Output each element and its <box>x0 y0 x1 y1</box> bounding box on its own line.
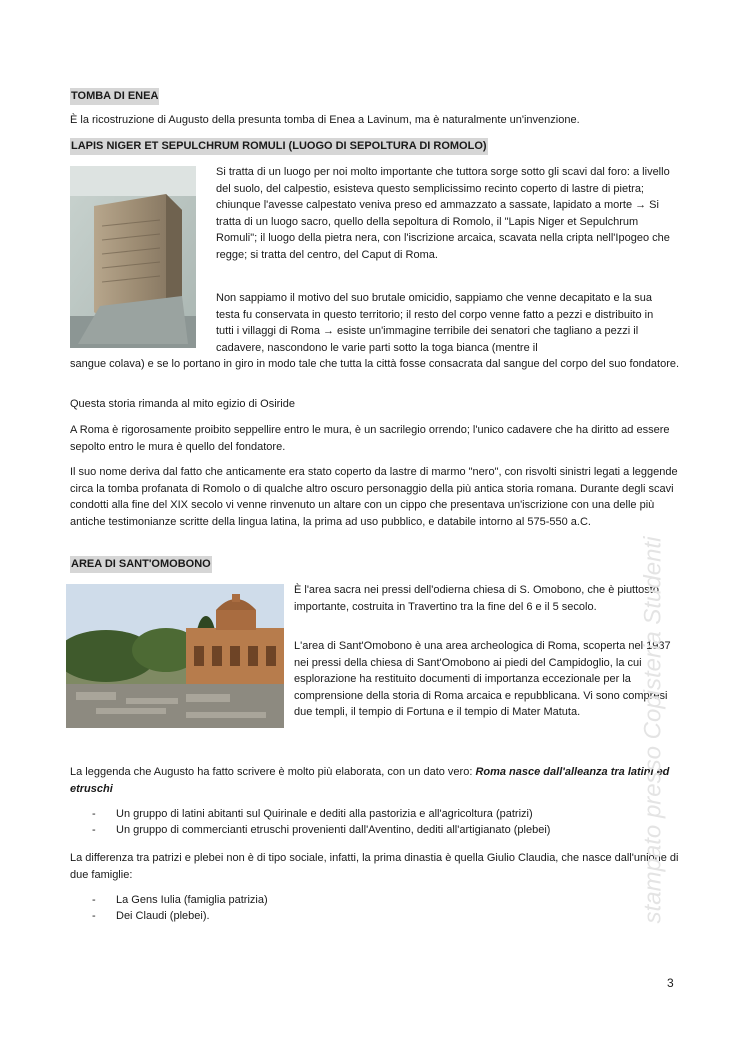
area-sant-omobono-photo <box>66 584 284 728</box>
paragraph-area-2: L'area di Sant'Omobono è una area archeologica di Roma, scoperta nel 1937 nei pressi della chiesa di Sant'Omobono ai piedi del Campidoglio, la cui esplorazione ha restituito documenti di importanza eccezionale per la comprensione della storia di Roma arcaica e repubblicana. Vi sono compresi due templi, il tempio di Fortuna e il tempio di Mater Matuta. <box>294 640 671 719</box>
bullet-dash: - <box>92 910 96 922</box>
paragraph-osiride: Questa storia rimanda al mito egizio di Osiride <box>70 398 295 410</box>
section-heading-lapis-niger: LAPIS NIGER ET SEPULCHRUM ROMULI (LUOGO DI SEPOLTURA DI ROMOLO) <box>70 138 488 155</box>
list-item-text: La Gens Iulia (famiglia patrizia) <box>116 894 268 906</box>
watermark-text: stampato presso Copisteria Studenti <box>639 536 667 924</box>
paragraph-sepoltura: A Roma è rigorosamente proibito seppellire entro le mura, è un sacrilegio orrendo; l'unico cadavere che ha diritto ad essere sepolto entro le mura è quello del fondatore. <box>70 424 670 453</box>
leggenda-text: La leggenda che Augusto ha fatto scrivere è molto più elaborata, con un dato vero: <box>70 766 476 778</box>
watermark <box>634 536 674 924</box>
paragraph-lapis-1: Si tratta di un luogo per noi molto importante che tuttora sorge sotto gli scavi dal foro: a livello del suolo, del calpestio, esisteva questo semplicissimo recinto coperto di lastre di pietra; chiunque l'avesse calpestato veniva preso ed ammazzato a sassate, lapidato a morte → Si tratta di un luogo sacro, quello della sepoltura di Romolo, il "Lapis Niger et Sepulchrum Romuli"; il luogo della pietra nera, con l'iscrizione arcaica, scavata nella cripta nell'Ipogeo che regge; si tratta del centro, del Caput di Roma. <box>216 166 670 261</box>
paragraph-leggenda <box>70 764 680 797</box>
list-item-text: Un gruppo di latini abitanti sul Quirinale e dediti alla pastorizia e all'agricoltura (patrizi) <box>116 808 533 820</box>
paragraph-nome: Il suo nome deriva dal fatto che anticamente era stato coperto da lastre di marmo "nero", con risvolti sinistri legati a leggende circa la tomba profanata di Romolo o di qualche altro oscuro personaggio della più antica storia romana. Durante degli scavi condotti alla fine del XIX secolo vi venne rinvenuto un altare con un cippo che presentava un'iscrizione con una delle più antiche testimonianze scritte della lingua latina, la prima ad uso pubblico, e databile intorno al 575-550 a.C. <box>70 466 678 528</box>
section-heading-area-sant-omobono: AREA DI SANT'OMOBONO <box>70 556 212 573</box>
paragraph-differenza: La differenza tra patrizi e plebei non è di tipo sociale, infatti, la prima dinastia è quella Giulio Claudia, che nasce dall'unione di due famiglie: <box>70 852 679 881</box>
paragraph-lapis-2-continued: sangue colava) e se lo portano in giro in modo tale che tutta la città fosse consacrata dal sangue del corpo del suo fondatore. <box>70 358 680 370</box>
paragraph-area-1: È l'area sacra nei pressi dell'odierna chiesa di S. Omobono, che è piuttosto importante, costruita in Travertino tra la fine del 6 e il 5 secolo. <box>294 584 659 613</box>
bullet-dash: - <box>92 824 96 836</box>
bullet-dash: - <box>92 894 96 906</box>
lapis-niger-cippus-photo <box>70 166 196 348</box>
bullet-dash: - <box>92 808 96 820</box>
paragraph-tomba: È la ricostruzione di Augusto della presunta tomba di Enea a Lavinum, ma è naturalmente un'invenzione. <box>70 114 580 126</box>
section-heading-tomba-di-enea: TOMBA DI ENEA <box>70 88 159 105</box>
list-item-text: Dei Claudi (plebei). <box>116 910 210 922</box>
list-item-text: Un gruppo di commercianti etruschi provenienti dall'Aventino, dediti all'artigianato (plebei) <box>116 824 551 836</box>
leggenda-emphasis: Roma nasce dall'alleanza tra latini ed etruschi <box>70 766 670 795</box>
page-number: 3 <box>667 976 674 990</box>
paragraph-lapis-2: Non sappiamo il motivo del suo brutale omicidio, sappiamo che venne decapitato e la sua testa fu conservata in questo territorio; il resto del corpo venne fatto a pezzi e distribuito in tutti i villaggi di Roma → esiste un'immagine terribile dei senatori che tagliano a pezzi il cadavere, nascondono le varie parti sotto la toga bianca (mentre il <box>216 292 654 354</box>
